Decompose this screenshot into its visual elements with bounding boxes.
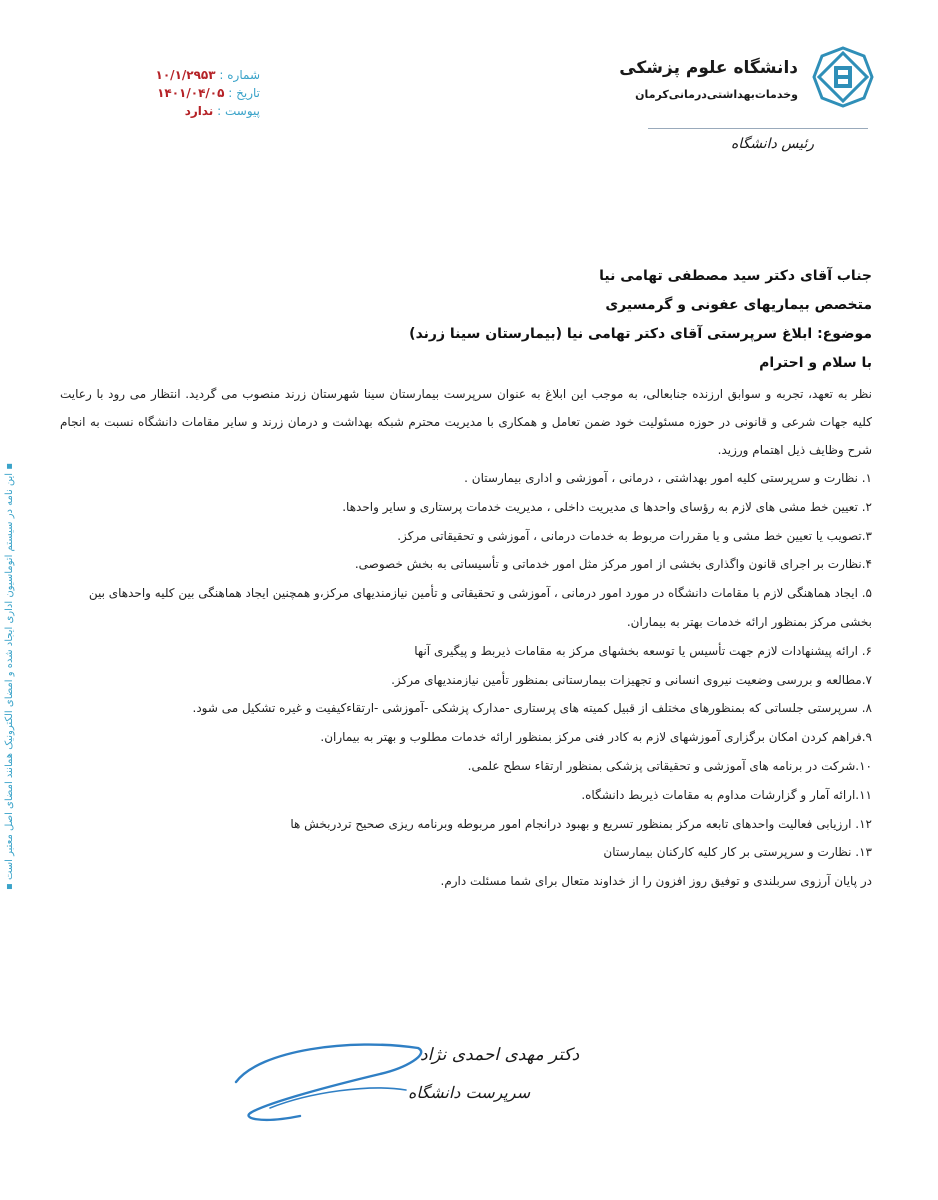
letter-closing: در پایان آرزوی سربلندی و توفیق روز افزون را از خداوند متعال برای شما مسئلت دارم. — [440, 874, 872, 889]
duty-item: ۳.تصویب یا تعیین خط مشی و یا مقررات مربوط به خدمات درمانی ، آموزشی و تحقیقاتی مرکز. — [397, 528, 872, 543]
duty-item: ۲. تعیین خط مشی های لازم به رؤسای واحدها ی مدیریت داخلی ، مدیریت خدمات پرستاری و سایر واحدها. — [342, 499, 872, 514]
duty-item: ۴.نظارت بر اجرای قانون واگذاری بخشی از امور مرکز مثل امور خدماتی و تأسیساتی به بخش خصوصی. — [354, 557, 872, 572]
letter-meta — [130, 66, 260, 120]
university-header — [619, 40, 874, 160]
meta-attachment-label: پیوست : — [217, 104, 260, 118]
duty-item: ۱۳. نظارت و سرپرستی بر کار کلیه کارکنان بیمارستان — [603, 845, 872, 860]
duty-item: ۱۰.شرکت در برنامه های آموزشی و تحقیقاتی پزشکی بمنظور ارتقاء سطح علمی. — [467, 758, 872, 773]
letter-intro: نظر به تعهد، تجربه و سوابق ارزنده جنابعالی، به موجب این ابلاغ به عنوان سرپرست بیمارستان سینا شهرستان زرند منصوب می گردید. انتظار می رود با رعایت کلیه جهات شرعی و قانونی در حوزه مسئولیت خود ضمن تعامل و همکاری با مدیریت محترم شبکه بهداشت و درمان زرند و سایر مقامات دانشگاه نسبت به انجام شرح وظایف ذیل اهتمام ورزید. — [60, 387, 872, 457]
letter-greeting: با سلام و احترام — [759, 355, 872, 371]
duty-item: ۸. سرپرستی جلساتی که بمنظورهای مختلف از قبیل کمیته های پرستاری -مدارک پزشکی -آموزشی -ارتقاءکیفیت و غیره تشکیل می شود. — [192, 701, 872, 716]
university-subtitle: وخدمات‌بهداشتی‌درمانی‌کرمان — [635, 88, 798, 101]
letter-body — [60, 262, 872, 895]
duty-item: ۱. نظارت و سرپرستی کلیه امور بهداشتی ، درمانی ، آموزشی و اداری بیمارستان . — [464, 471, 872, 485]
meta-date-value: ۱۴۰۱/۰۴/۰۵ — [157, 86, 225, 100]
signature-name: دکتر مهدی احمدی نژاد — [420, 1045, 580, 1065]
duty-item: ۷.مطالعه و بررسی وضعیت نیروی انسانی و تجهیزات بیمارستانی بمنظور تأمین نیازمندیهای مرکز. — [391, 672, 872, 687]
side-note-text: ▪ این نامه در سیستم اتوماسیون اداری ایجاد شده و امضای الکترونیک همانند امضای اصل معتبر است ▪ — [4, 462, 15, 890]
office-title: رئیس دانشگاه — [730, 136, 814, 152]
meta-date-label: تاریخ : — [228, 86, 260, 100]
header-divider — [648, 128, 868, 129]
duty-item: ۵. ایجاد هماهنگی لازم با مقامات دانشگاه در مورد امور درمانی ، آموزشی و تحقیقاتی و تأمین نیازمندیهای مرکز،و همچنین ایجاد هماهنگی بین کلیه واحدهای بین بخشی مرکز بمنظور ارائه خدمات بهتر به بیماران. — [88, 586, 872, 629]
meta-attachment-row — [130, 102, 260, 120]
meta-number-row — [130, 66, 260, 84]
signature-title: سرپرست دانشگاه — [408, 1083, 531, 1102]
recipient-title: متخصص بیماریهای عفونی و گرمسیری — [605, 297, 872, 313]
meta-attachment-value: ندارد — [184, 104, 214, 118]
meta-number-label: شماره : — [219, 68, 260, 82]
duty-item: ۹.فراهم کردن امکان برگزاری آموزشهای لازم به کادر فنی مرکز بمنظور ارائه خدمات مطلوب و بهتر به بیماران. — [320, 730, 872, 745]
duty-item: ۶. ارائه پیشنهادات لازم جهت تأسیس یا توسعه بخشهای مرکز به مقامات ذیربط و پیگیری آنها — [414, 643, 872, 658]
signature-image — [230, 1020, 580, 1130]
meta-date-row — [130, 84, 260, 102]
letter-subject: موضوع: ابلاغ سرپرستی آقای دکتر تهامی نیا (بیمارستان سینا زرند) — [409, 326, 872, 342]
side-note — [0, 462, 20, 910]
meta-number-value: ۱۰/۱/۲۹۵۳ — [155, 68, 216, 82]
university-logo-icon — [812, 46, 874, 108]
recipient-name: جناب آقای دکتر سید مصطفی تهامی نیا — [599, 268, 872, 284]
university-name: دانشگاه علوم پزشکی — [619, 58, 798, 78]
duty-item: ۱۲. ارزیابی فعالیت واحدهای تابعه مرکز بمنظور تسریع و بهبود درانجام امور مربوطه وبرنامه ریزی صحیح تردربخش ها — [290, 816, 872, 831]
duty-item: ۱۱.ارائه آمار و گزارشات مداوم به مقامات ذیربط دانشگاه. — [581, 787, 872, 802]
